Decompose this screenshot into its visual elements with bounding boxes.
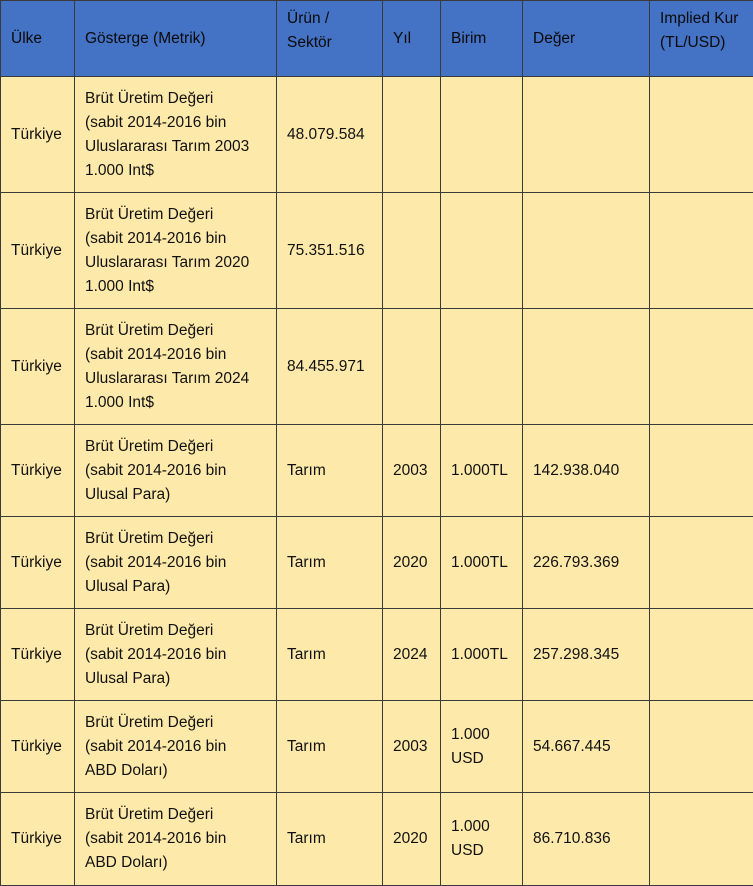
cell-year: 2020 [383,793,441,886]
cell-unit [441,701,523,793]
cell-metric [75,609,277,701]
cell-metric [75,793,277,886]
unit-line: 1.000 [451,815,512,839]
metric-line: Brüt Üretim Değeri [85,203,270,227]
cell-product: 75.351.516 [277,193,383,309]
cell-country: Türkiye [1,793,75,886]
metric-line: (sabit 2014-2016 bin [85,227,270,251]
table-row [1,517,753,609]
metric-line: Brüt Üretim Değeri [85,711,270,735]
metric-line: (sabit 2014-2016 bin [85,111,270,135]
cell-year [383,193,441,309]
metric-line: Brüt Üretim Değeri [85,435,270,459]
metric-line: (sabit 2014-2016 bin [85,643,270,667]
header-row [1,1,753,77]
unit-line: USD [451,747,512,771]
table-row [1,793,753,886]
cell-rate [650,701,753,793]
metric-line: (sabit 2014-2016 bin [85,735,270,759]
table-row [1,193,753,309]
cell-product: Tarım [277,609,383,701]
cell-country: Türkiye [1,517,75,609]
header-product [277,1,383,77]
metric-line: Brüt Üretim Değeri [85,619,270,643]
cell-unit [441,193,523,309]
header-metric: Gösterge (Metrik) [75,1,277,77]
metric-line: Ulusal Para) [85,575,270,599]
table-row [1,309,753,425]
cell-product: 48.079.584 [277,77,383,193]
unit-line: 1.000 [451,723,512,747]
cell-metric [75,193,277,309]
unit-line: 1.000TL [451,459,512,483]
metric-line: (sabit 2014-2016 bin [85,551,270,575]
unit-line: 1.000TL [451,643,512,667]
metric-line: 1.000 Int$ [85,159,270,183]
metric-line: Brüt Üretim Değeri [85,87,270,111]
metric-line: ABD Doları) [85,851,270,875]
cell-product: 84.455.971 [277,309,383,425]
header-rate [650,1,753,77]
cell-product: Tarım [277,701,383,793]
table-row [1,77,753,193]
cell-country: Türkiye [1,609,75,701]
cell-rate [650,793,753,886]
cell-rate [650,425,753,517]
cell-country: Türkiye [1,701,75,793]
cell-metric [75,517,277,609]
cell-value: 142.938.040 [523,425,650,517]
header-year: Yıl [383,1,441,77]
metric-line: Uluslararası Tarım 2024 [85,367,270,391]
cell-unit [441,793,523,886]
table-row [1,701,753,793]
metric-line: (sabit 2014-2016 bin [85,827,270,851]
metric-line: 1.000 Int$ [85,391,270,415]
metric-line: Brüt Üretim Değeri [85,319,270,343]
cell-unit [441,77,523,193]
metric-line: Ulusal Para) [85,667,270,691]
cell-product: Tarım [277,425,383,517]
cell-value: 54.667.445 [523,701,650,793]
cell-product: Tarım [277,793,383,886]
cell-product: Tarım [277,517,383,609]
cell-country: Türkiye [1,309,75,425]
metric-line: (sabit 2014-2016 bin [85,343,270,367]
cell-country: Türkiye [1,425,75,517]
unit-line: 1.000TL [451,551,512,575]
cell-year: 2003 [383,701,441,793]
cell-unit [441,425,523,517]
metric-line: Ulusal Para) [85,483,270,507]
cell-rate [650,193,753,309]
cell-value [523,77,650,193]
header-unit: Birim [441,1,523,77]
cell-metric [75,309,277,425]
cell-rate [650,609,753,701]
metric-line: (sabit 2014-2016 bin [85,459,270,483]
cell-value [523,193,650,309]
cell-metric [75,77,277,193]
cell-unit [441,517,523,609]
metric-line: Brüt Üretim Değeri [85,803,270,827]
header-value: Değer [523,1,650,77]
cell-year [383,77,441,193]
header-country: Ülke [1,1,75,77]
table-row [1,609,753,701]
cell-value [523,309,650,425]
metric-line: ABD Doları) [85,759,270,783]
metric-line: Uluslararası Tarım 2003 [85,135,270,159]
metric-line: Brüt Üretim Değeri [85,527,270,551]
cell-rate [650,309,753,425]
cell-metric [75,701,277,793]
table-body [1,77,753,886]
metric-line: 1.000 Int$ [85,275,270,299]
cell-year: 2003 [383,425,441,517]
unit-line: USD [451,839,512,863]
cell-unit [441,309,523,425]
cell-country: Türkiye [1,77,75,193]
cell-rate [650,77,753,193]
cell-country: Türkiye [1,193,75,309]
table-row [1,425,753,517]
cell-metric [75,425,277,517]
cell-year: 2020 [383,517,441,609]
cell-unit [441,609,523,701]
cell-value: 86.710.836 [523,793,650,886]
cell-value: 257.298.345 [523,609,650,701]
cell-rate [650,517,753,609]
metric-line: Uluslararası Tarım 2020 [85,251,270,275]
header-product-text: Ürün / Sektör [287,10,332,51]
cell-value: 226.793.369 [523,517,650,609]
cell-year: 2024 [383,609,441,701]
header-rate-text: Implied Kur (TL/USD) [660,10,738,51]
cell-year [383,309,441,425]
